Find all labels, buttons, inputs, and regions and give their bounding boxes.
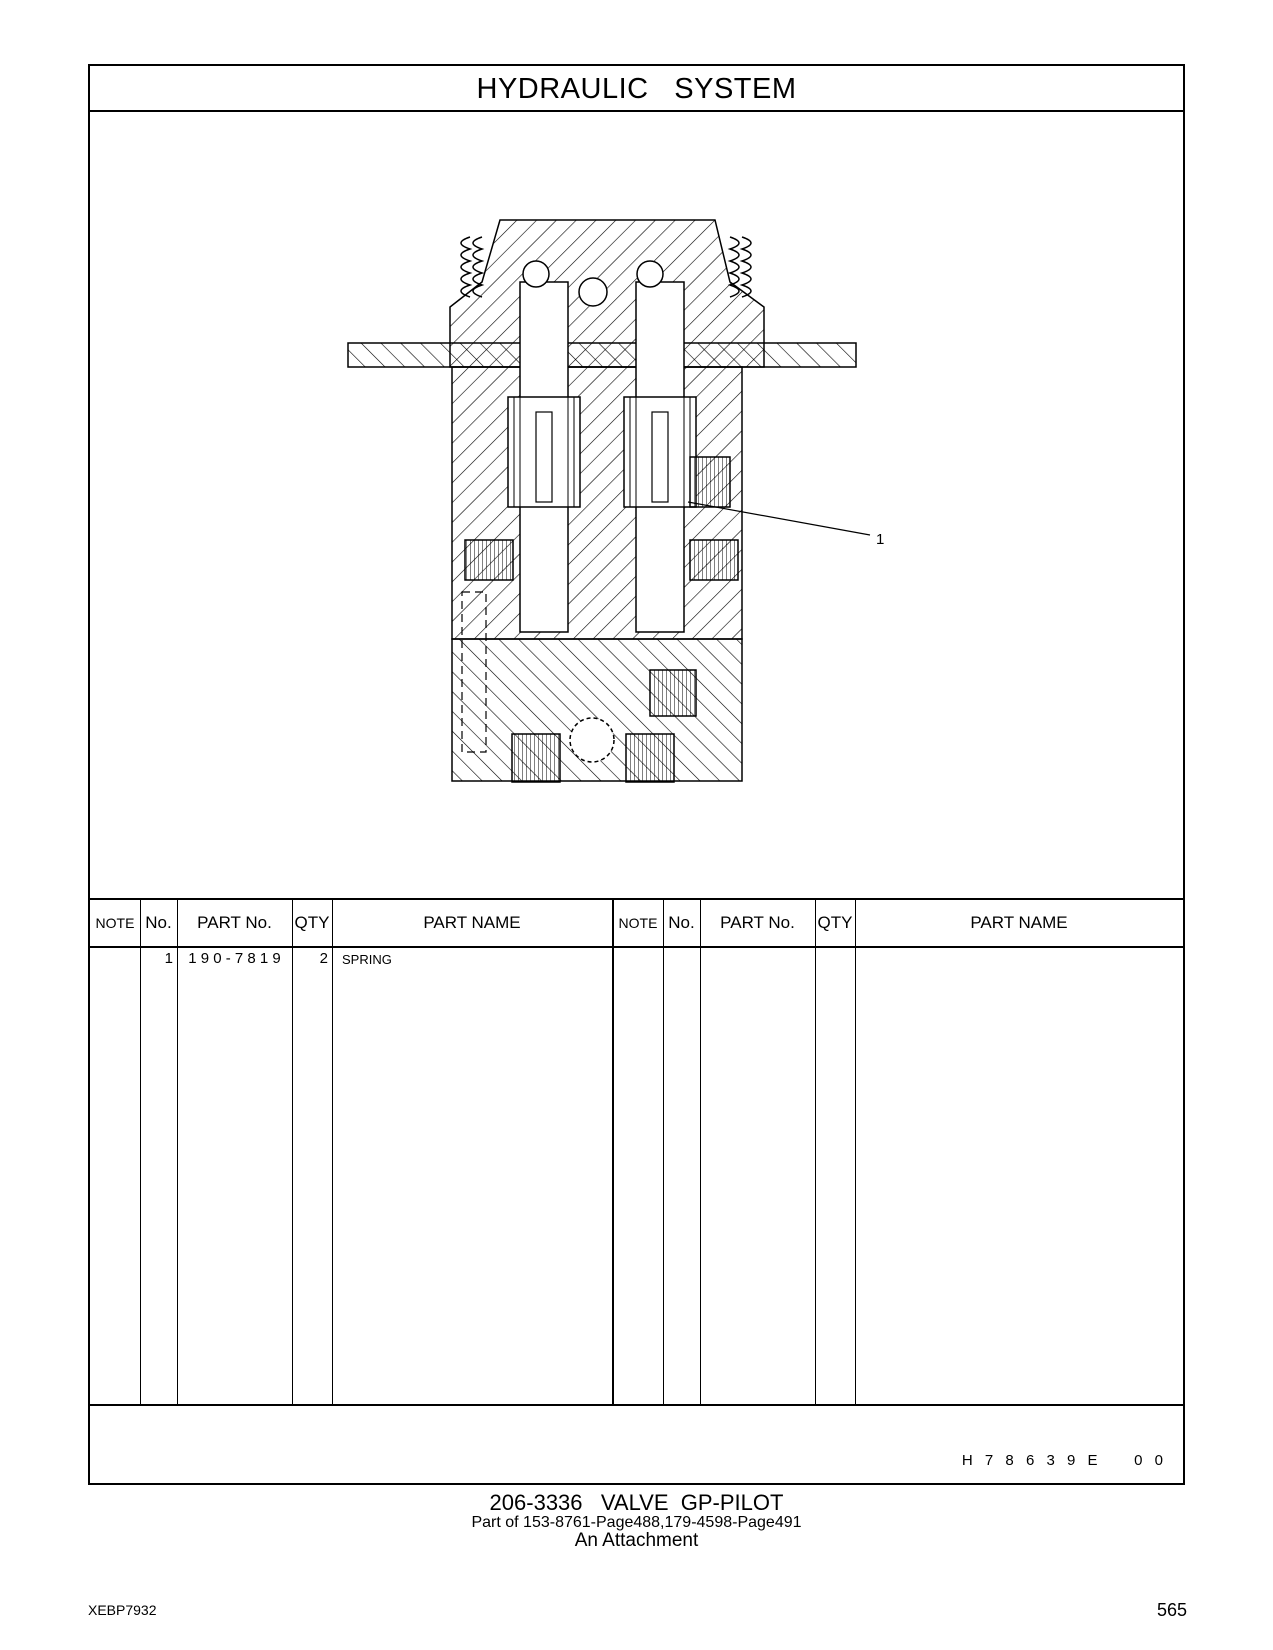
- valve-drawing-svg: [90, 112, 1183, 898]
- col-divider: [855, 900, 856, 1404]
- parts-sheet-frame: [88, 64, 1185, 1485]
- row1-no: 1: [164, 950, 173, 967]
- caption-attachment: An Attachment: [574, 1530, 699, 1551]
- port-left: [465, 540, 513, 580]
- boot-right-inner: [742, 237, 751, 297]
- col-header-note-right: NOTE: [618, 915, 658, 931]
- stem-left: [536, 412, 552, 502]
- sheet-title-text: HYDRAULIC SYSTEM: [476, 73, 797, 105]
- col-divider: [815, 900, 816, 1404]
- port-right: [690, 540, 738, 580]
- col-header-no-left: No.: [145, 913, 172, 932]
- caption-part-of: Part of 153-8761-Page488,179-4598-Page491: [471, 1514, 802, 1531]
- header-rule: [90, 946, 1183, 948]
- callout-number: 1: [876, 531, 885, 548]
- ball-left: [523, 261, 549, 287]
- col-header-partname-right: PART NAME: [970, 913, 1068, 932]
- col-header-partname-left: PART NAME: [423, 913, 521, 932]
- col-divider: [700, 900, 701, 1404]
- ball-right: [637, 261, 663, 287]
- col-divider: [177, 900, 178, 1404]
- col-header-note-left: NOTE: [95, 915, 135, 931]
- row1-part-no: 1 9 0 - 7 8 1 9: [188, 950, 281, 967]
- col-divider: [663, 900, 664, 1404]
- col-divider: [140, 900, 141, 1404]
- sheet-title: [90, 66, 1183, 112]
- col-header-qty-right: QTY: [817, 913, 853, 932]
- row1-part-name: SPRING: [342, 952, 392, 967]
- parts-table: [90, 898, 1183, 1406]
- relief-plug: [650, 670, 696, 716]
- valve-cross-section-drawing: [90, 112, 1183, 898]
- col-divider: [332, 900, 333, 1404]
- stem-right: [652, 412, 668, 502]
- col-header-qty-left: QTY: [294, 913, 330, 932]
- document-id: XEBP7932: [88, 1602, 157, 1618]
- col-header-no-right: No.: [668, 913, 695, 932]
- page-number: 565: [1156, 1600, 1187, 1620]
- hidden-port: [570, 718, 614, 762]
- col-header-partno-left: PART No.: [197, 913, 272, 932]
- port-bottom-left: [512, 734, 560, 782]
- col-header-partno-right: PART No.: [720, 913, 795, 932]
- caption-title: 206-3336 VALVE GP-PILOT: [489, 1490, 784, 1515]
- port-bottom-right: [626, 734, 674, 782]
- ball-center: [579, 278, 607, 306]
- row1-qty: 2: [319, 950, 328, 967]
- boot-left-inner: [461, 237, 470, 297]
- col-divider-center: [612, 900, 614, 1404]
- port-upper-right: [690, 457, 730, 507]
- drawing-code: H 7 8 6 3 9 E 0 0: [961, 1452, 1167, 1469]
- col-divider: [292, 900, 293, 1404]
